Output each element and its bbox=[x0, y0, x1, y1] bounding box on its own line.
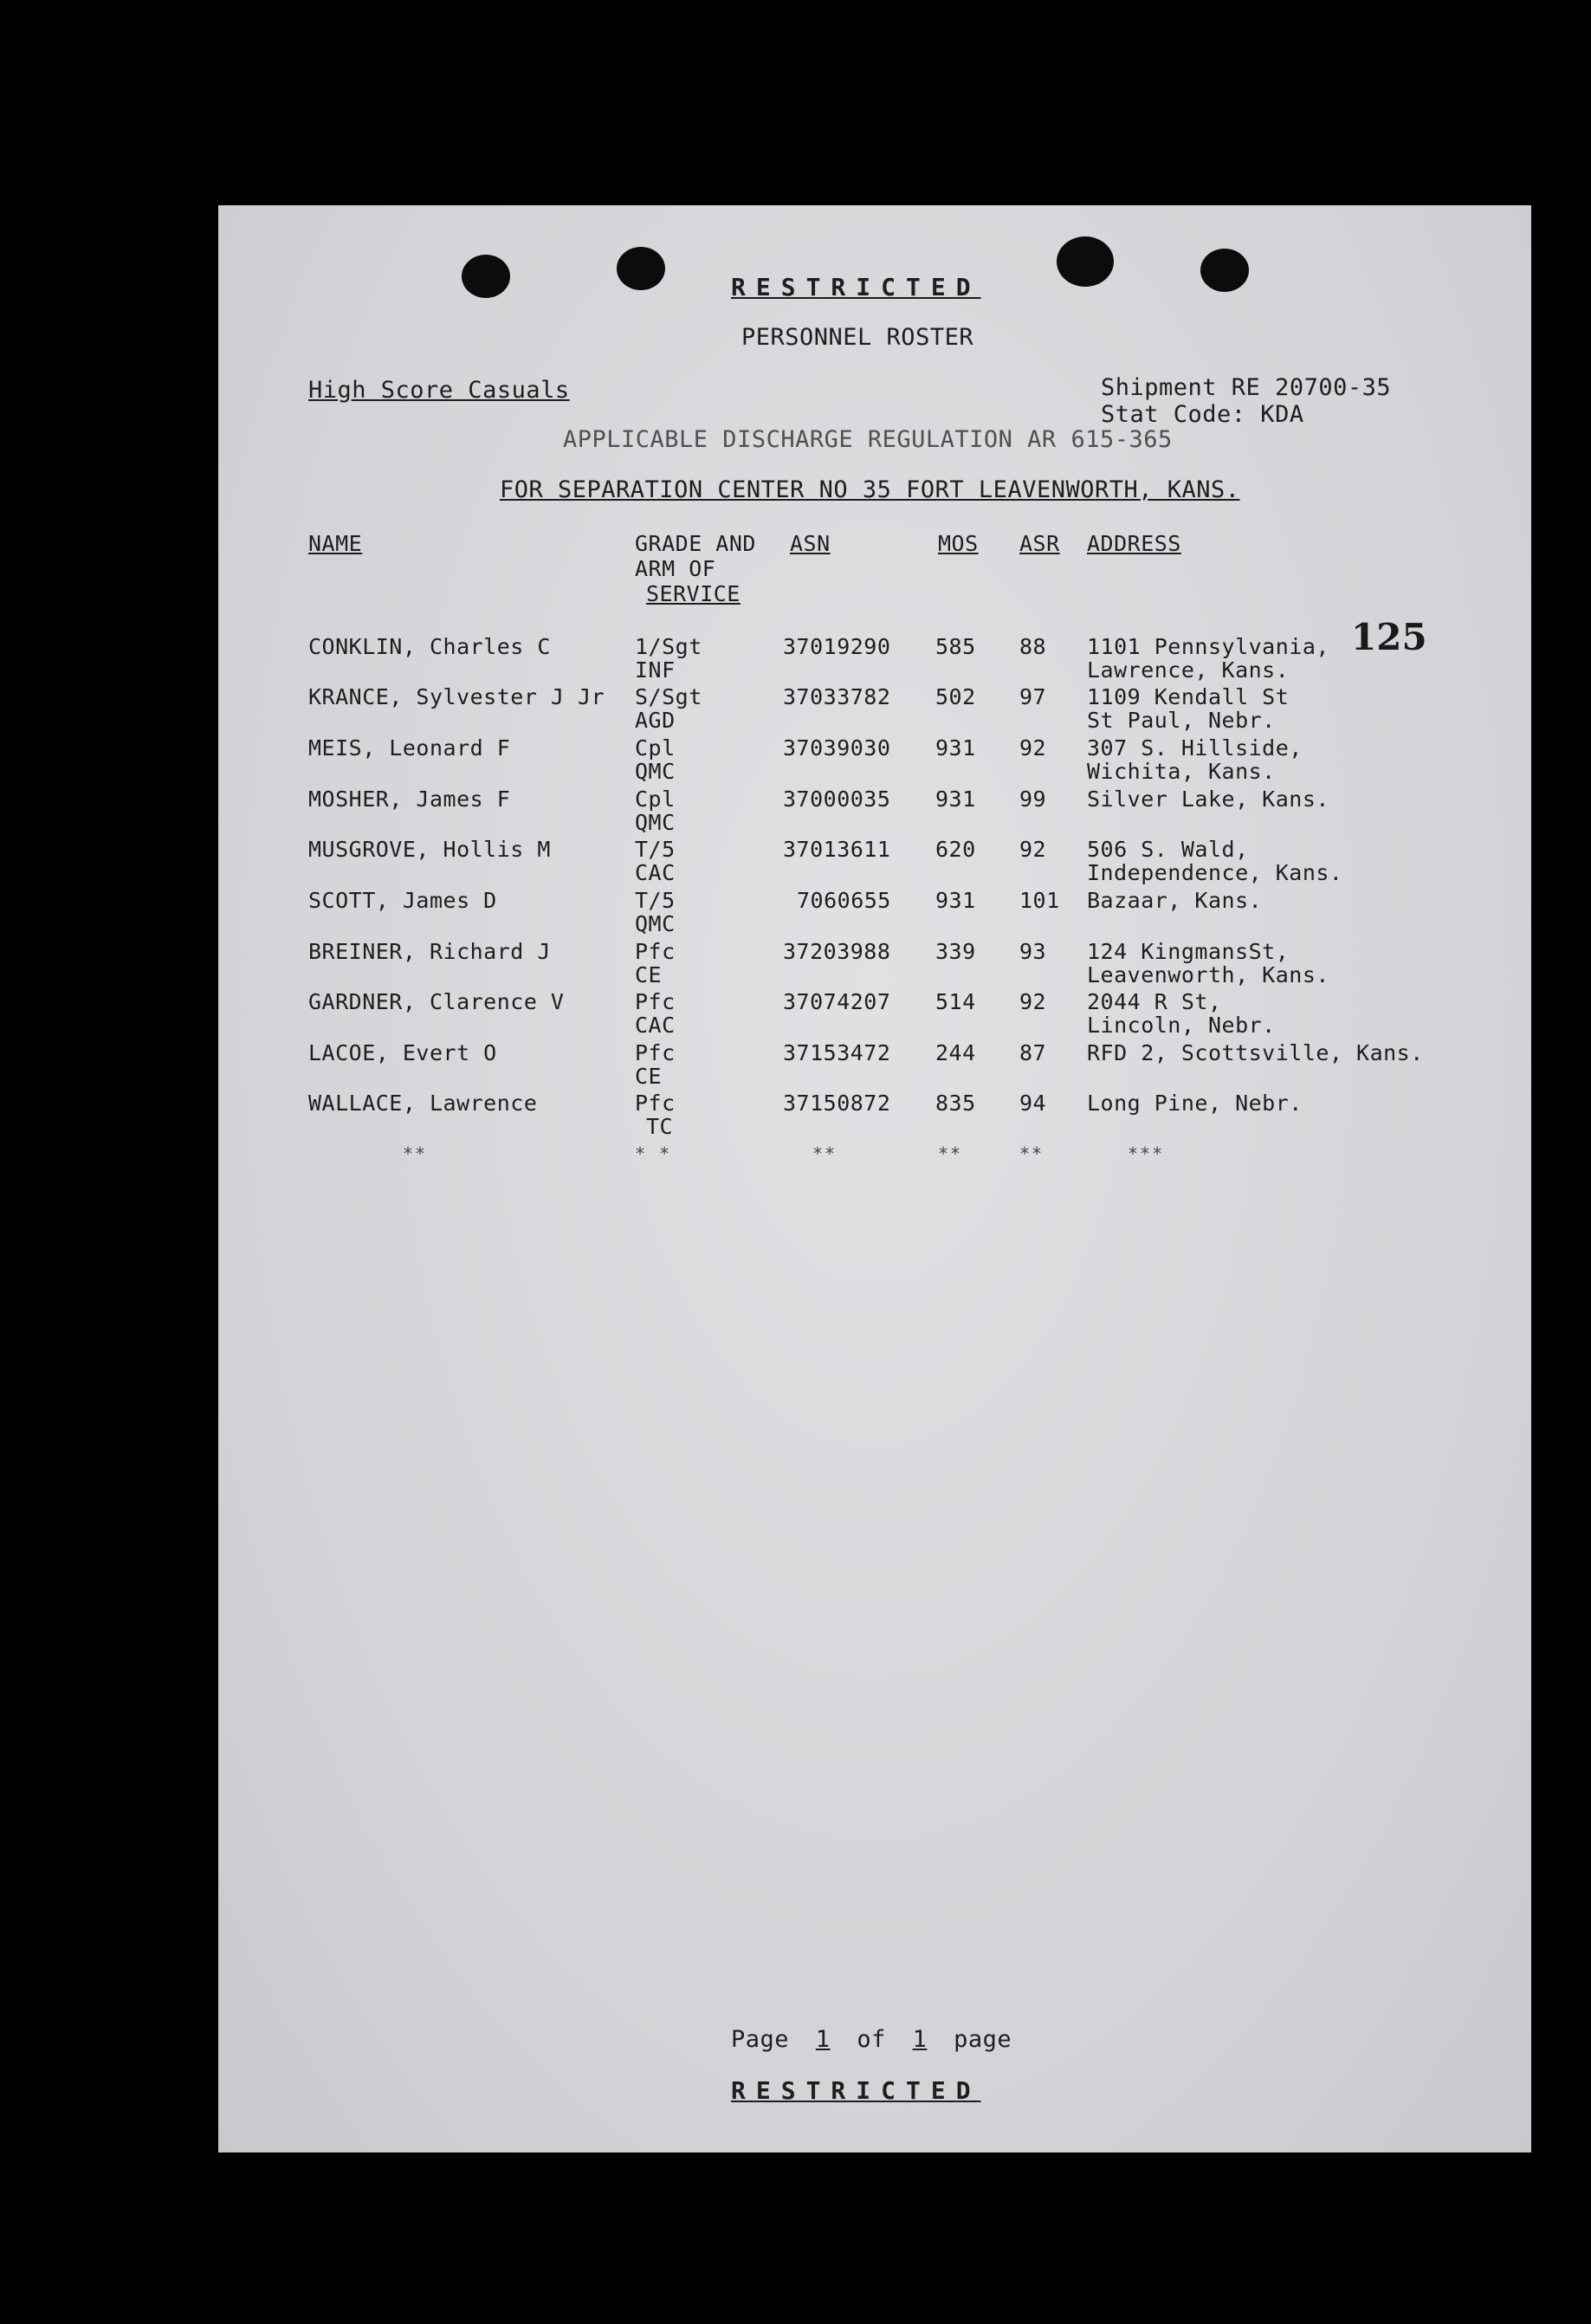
column-header-grade-1: GRADE AND bbox=[635, 531, 756, 556]
row-grade: Cpl bbox=[635, 787, 676, 812]
row-mos: 244 bbox=[935, 1040, 976, 1065]
row-address-2: Lawrence, Kans. bbox=[1087, 657, 1290, 683]
row-asr: 92 bbox=[1019, 989, 1047, 1014]
row-arm: QMC bbox=[635, 911, 676, 936]
row-arm: INF bbox=[635, 657, 676, 683]
shipment-number: Shipment RE 20700-35 bbox=[1101, 374, 1392, 401]
row-name: GARDNER, Clarence V bbox=[308, 989, 565, 1014]
row-arm: CE bbox=[635, 1064, 663, 1089]
row-address-2: Independence, Kans. bbox=[1087, 860, 1343, 885]
end-mark-asr: ** bbox=[1019, 1143, 1044, 1164]
row-grade: Pfc bbox=[635, 1040, 676, 1065]
row-grade: Cpl bbox=[635, 735, 676, 761]
row-mos: 514 bbox=[935, 989, 976, 1014]
row-asn: 37033782 bbox=[783, 684, 891, 709]
row-address-1: RFD 2, Scottsville, Kans. bbox=[1087, 1040, 1424, 1065]
row-mos: 931 bbox=[935, 735, 976, 761]
discharge-regulation: APPLICABLE DISCHARGE REGULATION AR 615-365 bbox=[563, 426, 1173, 453]
row-name: BREINER, Richard J bbox=[308, 939, 551, 964]
row-name: MEIS, Leonard F bbox=[308, 735, 511, 761]
page-total: 1 bbox=[912, 2026, 928, 2053]
row-asn: 37153472 bbox=[783, 1040, 891, 1065]
column-header-mos: MOS bbox=[938, 531, 979, 556]
row-asr: 92 bbox=[1019, 837, 1047, 862]
row-name: MOSHER, James F bbox=[308, 787, 511, 812]
row-mos: 620 bbox=[935, 837, 976, 862]
row-arm: CE bbox=[635, 962, 663, 987]
row-arm: CAC bbox=[635, 860, 676, 885]
stat-code: Stat Code: KDA bbox=[1101, 401, 1304, 428]
punch-hole bbox=[462, 255, 510, 298]
row-address-2: Leavenworth, Kans. bbox=[1087, 962, 1329, 987]
row-mos: 835 bbox=[935, 1091, 976, 1116]
unit-name: High Score Casuals bbox=[308, 377, 570, 404]
punch-hole bbox=[1200, 249, 1249, 292]
row-name: CONKLIN, Charles C bbox=[308, 634, 551, 659]
row-arm: QMC bbox=[635, 759, 676, 784]
end-mark-grade: * * bbox=[635, 1143, 672, 1164]
row-grade: 1/Sgt bbox=[635, 634, 702, 659]
page-of: of bbox=[857, 2026, 886, 2053]
column-header-address: ADDRESS bbox=[1087, 531, 1181, 556]
row-address-1: 124 KingmansSt, bbox=[1087, 939, 1290, 964]
row-asr: 92 bbox=[1019, 735, 1047, 761]
row-asn: 37013611 bbox=[783, 837, 891, 862]
row-grade: Pfc bbox=[635, 1091, 676, 1116]
column-header-name: NAME bbox=[308, 531, 363, 556]
row-asr: 99 bbox=[1019, 787, 1047, 812]
row-asn: 37000035 bbox=[783, 787, 891, 812]
row-mos: 931 bbox=[935, 888, 976, 913]
row-address-2: Lincoln, Nebr. bbox=[1087, 1013, 1276, 1038]
row-grade: S/Sgt bbox=[635, 684, 702, 709]
row-asr: 94 bbox=[1019, 1091, 1047, 1116]
row-asr: 88 bbox=[1019, 634, 1047, 659]
classification-top: RESTRICTED bbox=[731, 273, 981, 301]
end-mark-name: ** bbox=[403, 1143, 428, 1164]
row-grade: Pfc bbox=[635, 939, 676, 964]
row-grade: T/5 bbox=[635, 888, 676, 913]
row-asn: 37150872 bbox=[783, 1091, 891, 1116]
column-header-grade-3: SERVICE bbox=[646, 581, 741, 606]
document-page bbox=[218, 205, 1531, 2152]
punch-hole bbox=[1057, 236, 1114, 287]
row-address-1: Silver Lake, Kans. bbox=[1087, 787, 1329, 812]
punch-hole bbox=[617, 247, 665, 290]
row-address-1: 1109 Kendall St bbox=[1087, 684, 1290, 709]
column-header-asn: ASN bbox=[790, 531, 831, 556]
classification-bottom: RESTRICTED bbox=[731, 2076, 981, 2105]
row-address-1: Bazaar, Kans. bbox=[1087, 888, 1263, 913]
row-asn: 37074207 bbox=[783, 989, 891, 1014]
row-arm: TC bbox=[646, 1114, 674, 1139]
row-asn: 37203988 bbox=[783, 939, 891, 964]
end-mark-asn: ** bbox=[812, 1143, 838, 1164]
stamp-number: 125 bbox=[1351, 616, 1427, 658]
end-mark-address: *** bbox=[1128, 1143, 1165, 1164]
row-address-1: 307 S. Hillside, bbox=[1087, 735, 1303, 761]
document-title: PERSONNEL ROSTER bbox=[741, 324, 974, 351]
row-asr: 97 bbox=[1019, 684, 1047, 709]
row-asr: 87 bbox=[1019, 1040, 1047, 1065]
row-address-2: St Paul, Nebr. bbox=[1087, 708, 1276, 733]
page-suffix: page bbox=[954, 2026, 1012, 2053]
row-name: KRANCE, Sylvester J Jr bbox=[308, 684, 605, 709]
row-asn: 37039030 bbox=[783, 735, 891, 761]
end-mark-mos: ** bbox=[938, 1143, 963, 1164]
column-header-grade-2: ARM OF bbox=[635, 556, 716, 581]
row-address-1: 1101 Pennsylvania, bbox=[1087, 634, 1329, 659]
row-address-1: 506 S. Wald, bbox=[1087, 837, 1249, 862]
row-name: MUSGROVE, Hollis M bbox=[308, 837, 551, 862]
page-current: 1 bbox=[815, 2026, 831, 2053]
row-mos: 931 bbox=[935, 787, 976, 812]
row-address-2: Wichita, Kans. bbox=[1087, 759, 1276, 784]
row-mos: 585 bbox=[935, 634, 976, 659]
row-grade: T/5 bbox=[635, 837, 676, 862]
row-name: SCOTT, James D bbox=[308, 888, 497, 913]
row-asr: 93 bbox=[1019, 939, 1047, 964]
row-address-1: Long Pine, Nebr. bbox=[1087, 1091, 1303, 1116]
row-asn: 7060655 bbox=[797, 888, 891, 913]
page-prefix: Page bbox=[731, 2026, 790, 2053]
column-header-asr: ASR bbox=[1019, 531, 1060, 556]
row-arm: QMC bbox=[635, 810, 676, 835]
row-grade: Pfc bbox=[635, 989, 676, 1014]
row-arm: CAC bbox=[635, 1013, 676, 1038]
row-asr: 101 bbox=[1019, 888, 1060, 913]
row-mos: 339 bbox=[935, 939, 976, 964]
row-mos: 502 bbox=[935, 684, 976, 709]
separation-center: FOR SEPARATION CENTER NO 35 FORT LEAVENWORTH, KANS. bbox=[500, 476, 1240, 503]
row-address-1: 2044 R St, bbox=[1087, 989, 1222, 1014]
row-asn: 37019290 bbox=[783, 634, 891, 659]
page-indicator bbox=[731, 2026, 1012, 2053]
row-name: LACOE, Evert O bbox=[308, 1040, 497, 1065]
row-name: WALLACE, Lawrence bbox=[308, 1091, 538, 1116]
row-arm: AGD bbox=[635, 708, 676, 733]
